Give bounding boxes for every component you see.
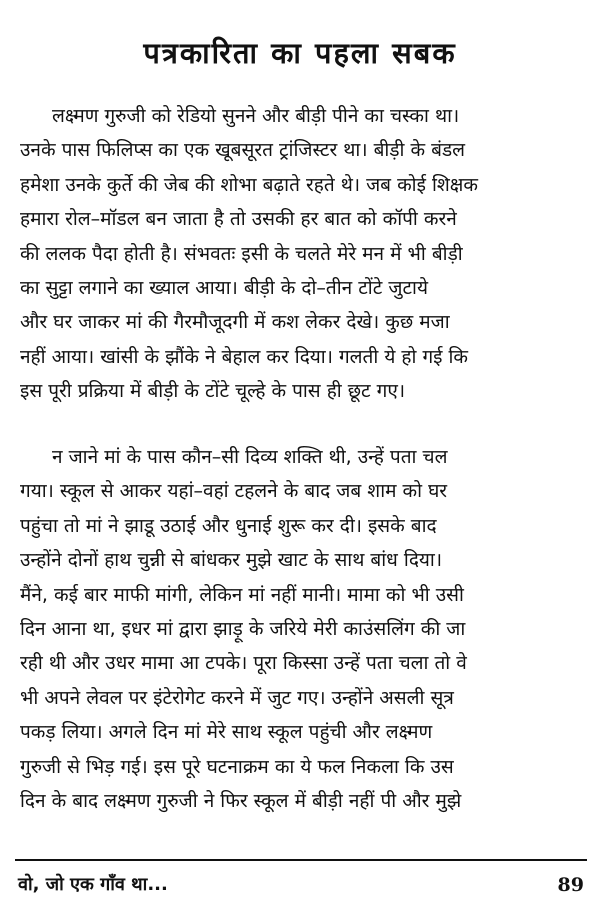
text-line: लक्ष्मण गुरुजी को रेडियो सुनने और बीड़ी पीने का चस्का था। [52, 105, 460, 127]
chapter-title: पत्रकारिता का पहला सबक [143, 36, 457, 71]
paragraph-1 [20, 99, 588, 409]
text-line: गया। स्कूल से आकर यहां–वहां टहलने के बाद जब शाम को घर [20, 480, 448, 503]
paragraph-2 [20, 440, 588, 818]
text-line: हमेशा उनके कुर्ते की जेब की शोभा बढ़ाते रहते थे। जब कोई शिक्षक [20, 173, 479, 196]
text-line: का सुट्टा लगाने का ख्याल आया। बीड़ी के दो–तीन टोंटे जुटाये [20, 276, 428, 299]
text-line: की ललक पैदा होती है। संभवतः इसी के चलते मेरे मन में भी बीड़ी [20, 242, 463, 265]
text-line: गुरुजी से भिड़ गई। इस पूरे घटनाक्रम का ये फल निकला कि उस [20, 755, 454, 778]
text-line: दिन के बाद लक्ष्मण गुरुजी ने फिर स्कूल में बीड़ी नहीं पी और मुझे [20, 789, 462, 812]
text-line: उन्होंने दोनों हाथ चुन्नी से बांधकर मुझे खाट के साथ बांध दिया। [20, 549, 443, 572]
footer-book-title: वो, जो एक गाँव था... [18, 874, 168, 895]
text-line: रही थी और उधर मामा आ टपके। पूरा किस्सा उन्हें पता चला तो वे [20, 652, 467, 675]
text-line: न जाने मां के पास कौन–सी दिव्य शक्ति थी, उन्हें पता चल [52, 446, 448, 468]
text-line: पहुंचा तो मां ने झाडू उठाई और धुनाई शुरू कर दी। इसके बाद [20, 514, 437, 537]
text-line: इस पूरी प्रक्रिया में बीड़ी के टोंटे चूल्हे के पास ही छूट गए। [20, 380, 406, 403]
text-line: हमारा रोल–मॉडल बन जाता है तो उसकी हर बात को कॉपी करने [20, 208, 457, 231]
page-number: 89 [557, 874, 584, 896]
text-line: और घर जाकर मां की गैरमौजूदगी में कश लेकर देखे। कुछ मजा [20, 311, 450, 334]
text-line: उनके पास फिलिप्स का एक खूबसूरत ट्रांजिस्टर था। बीड़ी के बंडल [20, 139, 465, 162]
text-line: नहीं आया। खांसी के झौंके ने बेहाल कर दिया। गलती ये हो गई कि [20, 345, 469, 368]
text-line: मैंने, कई बार माफी मांगी, लेकिन मां नहीं मानी। मामा को भी उसी [20, 583, 464, 606]
footer-divider [15, 859, 587, 861]
text-line: भी अपने लेवल पर इंटेरोगेट करने में जुट गए। उन्होंने असली सूत्र [20, 686, 454, 709]
text-line: पकड़ लिया। अगले दिन मां मेरे साथ स्कूल पहुंची और लक्ष्मण [20, 721, 433, 744]
text-line: दिन आना था, इधर मां द्वारा झाड़ू के जरिये मेरी काउंसलिंग की जा [20, 617, 466, 640]
